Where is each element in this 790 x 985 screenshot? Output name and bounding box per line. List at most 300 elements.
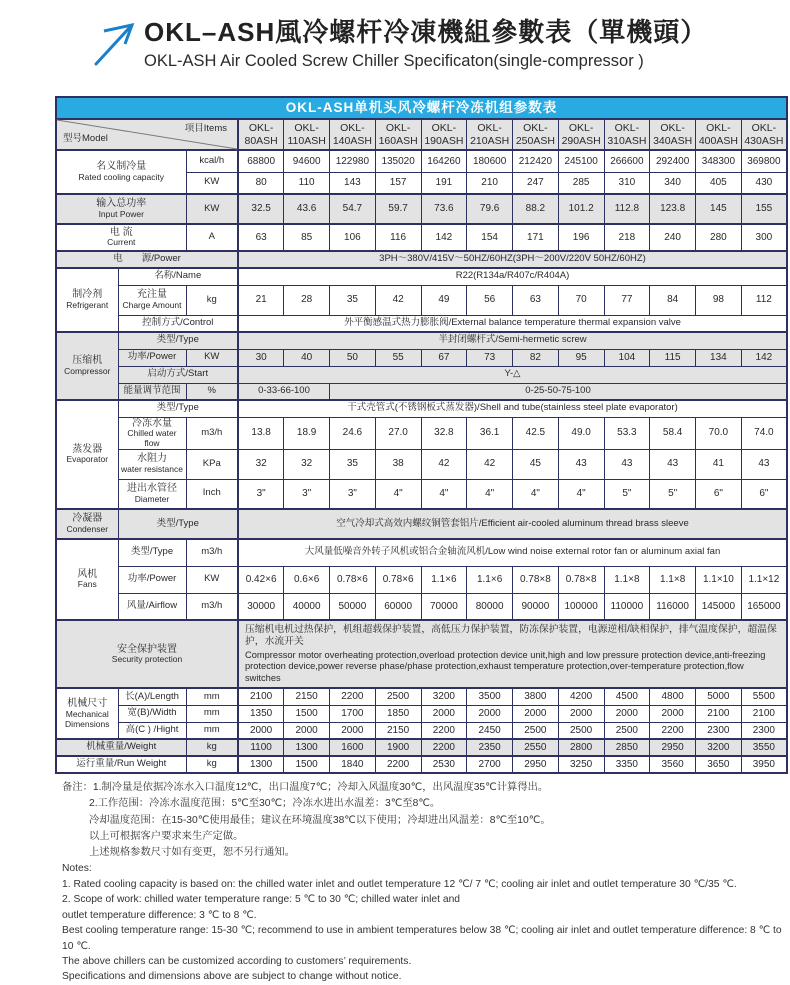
- water-resistance-label-zh: 水阻力: [137, 453, 167, 465]
- chilled-flow-cell: 24.6: [330, 417, 376, 449]
- rated-kcal-cell: 122980: [330, 150, 376, 172]
- fans-group-en: Fans: [77, 579, 97, 590]
- airflow-cell: 40000: [284, 593, 330, 620]
- pipe-diameter-cell: 3": [238, 479, 284, 509]
- pipe-diameter-cell: 6": [741, 479, 787, 509]
- chilled-flow-label-zh: 冷冻水量: [132, 417, 172, 429]
- fan-power-cell: 1.1×10: [696, 566, 742, 593]
- water-resistance-cell: 42: [467, 449, 513, 479]
- current-cell: 300: [741, 224, 787, 251]
- rated-label-zh: 名义制冷量: [96, 161, 147, 173]
- height-cell: 2300: [696, 722, 742, 739]
- note-line-zh: 冷却温度范围：在15-30℃使用最佳；建议在环境温度38℃以下使用；冷却进出风温差：8℃至10℃。: [89, 814, 551, 826]
- run-weight-cell: 3950: [741, 756, 787, 773]
- charge-amount-cell: 21: [238, 285, 284, 315]
- compressor-power-cell: 95: [558, 349, 604, 366]
- model-header-cell: OKL- 140ASH: [330, 119, 376, 150]
- model-header-cell: OKL- 80ASH: [238, 119, 284, 150]
- length-cell: 2100: [238, 688, 284, 705]
- rated-kcal-cell: 180600: [467, 150, 513, 172]
- condenser-group-cell: [56, 509, 118, 539]
- length-cell: 2200: [330, 688, 376, 705]
- water-resistance-cell: 41: [696, 449, 742, 479]
- airflow-cell: 90000: [513, 593, 559, 620]
- pipe-diameter-cell: 4": [467, 479, 513, 509]
- current-cell: 85: [284, 224, 330, 251]
- charge-amount-cell: 112: [741, 285, 787, 315]
- width-cell: 2100: [696, 705, 742, 722]
- fan-power-cell: 1.1×8: [650, 566, 696, 593]
- rated-kcal-cell: 68800: [238, 150, 284, 172]
- fans-group-cell: [56, 539, 118, 620]
- compressor-power-cell: 73: [467, 349, 513, 366]
- notes-en-title: Notes:: [62, 863, 92, 875]
- airflow-unit: m3/h: [186, 593, 238, 620]
- security-text-cell: [238, 620, 787, 688]
- compressor-type-value: 半封闭螺杆式/Semi-hermetic screw: [238, 332, 787, 349]
- dimensions-group-en2: Dimensions: [65, 718, 110, 729]
- current-label-cell: [56, 224, 186, 251]
- current-label-zh: 电 流: [109, 226, 133, 238]
- airflow-cell: 116000: [650, 593, 696, 620]
- compressor-type-label: 类型/Type: [118, 332, 238, 349]
- length-cell: 4200: [558, 688, 604, 705]
- pipe-diameter-cell: 5": [604, 479, 650, 509]
- charge-amount-cell: 42: [375, 285, 421, 315]
- weight-cell: 2850: [604, 739, 650, 756]
- rated-kcal-cell: 348300: [696, 150, 742, 172]
- width-row: [56, 705, 787, 722]
- airflow-label: 风量/Airflow: [118, 593, 186, 620]
- power-supply-row: [56, 251, 787, 268]
- height-unit: mm: [186, 722, 238, 739]
- condenser-group-zh: 冷凝器: [72, 513, 103, 525]
- evaporator-group-en: Evaporator: [66, 454, 109, 465]
- height-cell: 2000: [284, 722, 330, 739]
- input-power-cell: 155: [741, 194, 787, 224]
- rated-kcal-cell: 369800: [741, 150, 787, 172]
- height-cell: 2500: [558, 722, 604, 739]
- compressor-power-cell: 142: [741, 349, 787, 366]
- fans-group-zh: 风机: [77, 568, 98, 580]
- width-cell: 2000: [467, 705, 513, 722]
- charge-amount-cell: 84: [650, 285, 696, 315]
- refrigerant-name-value: R22(R134a/R407c/R404A): [238, 268, 787, 285]
- compressor-power-label: 功率/Power: [118, 349, 186, 366]
- security-label-en: Security protection: [111, 654, 183, 665]
- current-cell: 63: [238, 224, 284, 251]
- chilled-flow-unit: m3/h: [186, 417, 238, 449]
- start-mode-label: 启动方式/Start: [118, 366, 238, 383]
- weight-cell: 2950: [650, 739, 696, 756]
- rated-kcal-cell: 135020: [375, 150, 421, 172]
- weight-cell: 1600: [330, 739, 376, 756]
- pipe-diameter-label-en: Diameter: [134, 493, 170, 504]
- pipe-diameter-cell: 4": [375, 479, 421, 509]
- charge-amount-cell: 56: [467, 285, 513, 315]
- control-row: [56, 315, 787, 332]
- dimensions-group-cell: [56, 688, 118, 739]
- height-row: [56, 722, 787, 739]
- length-cell: 3500: [467, 688, 513, 705]
- compressor-power-cell: 67: [421, 349, 467, 366]
- compressor-power-cell: 115: [650, 349, 696, 366]
- run-weight-cell: 3250: [558, 756, 604, 773]
- chilled-flow-cell: 27.0: [375, 417, 421, 449]
- refrigerant-name-row: [56, 268, 787, 285]
- chilled-flow-row: [56, 417, 787, 449]
- current-cell: 116: [375, 224, 421, 251]
- length-cell: 2150: [284, 688, 330, 705]
- energy-range-value-b: 0-25-50-75-100: [330, 383, 788, 400]
- rated-kcal-cell: 266600: [604, 150, 650, 172]
- input-power-cell: 32.5: [238, 194, 284, 224]
- charge-amount-row: [56, 285, 787, 315]
- compressor-power-cell: 55: [375, 349, 421, 366]
- banner-row: [56, 97, 787, 119]
- height-cell: 2450: [467, 722, 513, 739]
- chilled-flow-cell: 49.0: [558, 417, 604, 449]
- height-cell: 2000: [238, 722, 284, 739]
- run-weight-cell: 1300: [238, 756, 284, 773]
- weight-cell: 1900: [375, 739, 421, 756]
- model-header-cell: OKL- 190ASH: [421, 119, 467, 150]
- model-header-cell: OKL- 290ASH: [558, 119, 604, 150]
- chilled-flow-cell: 13.8: [238, 417, 284, 449]
- compressor-power-cell: 30: [238, 349, 284, 366]
- title-block: [144, 12, 707, 71]
- pipe-diameter-cell: 3": [284, 479, 330, 509]
- pipe-diameter-label-zh: 进出水管径: [127, 483, 177, 495]
- rated-kcal-unit: kcal/h: [186, 150, 238, 172]
- refrigerant-name-label: 名称/Name: [118, 268, 238, 285]
- rated-kw-cell: 110: [284, 172, 330, 194]
- input-power-cell: 73.6: [421, 194, 467, 224]
- rated-kcal-cell: 292400: [650, 150, 696, 172]
- height-cell: 2000: [330, 722, 376, 739]
- run-weight-row: [56, 756, 787, 773]
- run-weight-cell: 3350: [604, 756, 650, 773]
- input-power-label-cell: [56, 194, 186, 224]
- run-weight-cell: 2530: [421, 756, 467, 773]
- dimensions-group-zh: 机械尺寸: [67, 698, 108, 710]
- width-cell: 1850: [375, 705, 421, 722]
- fan-power-row: [56, 566, 787, 593]
- charge-amount-cell: 35: [330, 285, 376, 315]
- airflow-cell: 100000: [558, 593, 604, 620]
- water-resistance-cell: 45: [513, 449, 559, 479]
- note-line-en: 1. Rated cooling capacity is based on: the chilled water inlet and outlet temperature 12 ℃/ 7 ℃; cooling air inlet and outlet temperature 30 ℃/35 ℃.: [62, 878, 737, 890]
- length-cell: 4800: [650, 688, 696, 705]
- pipe-diameter-cell: 3": [330, 479, 376, 509]
- fan-power-cell: 0.78×8: [513, 566, 559, 593]
- run-weight-cell: 3650: [696, 756, 742, 773]
- note-line-zh: 2.工作范围：冷冻水温度范围：5℃至30℃；冷冻水进出水温差：3℃至8℃。: [89, 798, 441, 810]
- height-label: 高(C ) /Hight: [118, 722, 186, 739]
- brand-arrow-icon: [92, 18, 136, 66]
- charge-amount-cell: 28: [284, 285, 330, 315]
- rated-kw-cell: 285: [558, 172, 604, 194]
- notes-zh: [62, 780, 784, 861]
- control-value: 外平衡感温式热力膨胀阀/External balance temperature thermal expansion valve: [238, 315, 787, 332]
- weight-cell: 2800: [558, 739, 604, 756]
- rated-kcal-cell: 164260: [421, 150, 467, 172]
- run-weight-cell: 2700: [467, 756, 513, 773]
- evaporator-type-value: 干式壳管式(不锈钢板式蒸发器)/Shell and tube(stainless steel plate evaporator): [238, 400, 787, 417]
- width-unit: mm: [186, 705, 238, 722]
- width-cell: 2000: [421, 705, 467, 722]
- rated-kw-cell: 430: [741, 172, 787, 194]
- water-resistance-cell: 35: [330, 449, 376, 479]
- condenser-type-value: 空气冷却式高效内螺纹铜管套铝片/Efficient air-cooled aluminum thread brass sleeve: [238, 509, 787, 539]
- energy-range-label: 能量调节范围: [118, 383, 186, 400]
- corner-cell: [56, 119, 238, 150]
- corner-items-label: 项目Items: [184, 123, 227, 134]
- fan-type-value: 大风量低噪音外转子风机或铝合金轴流风机/Low wind noise external rotor fan or aluminum axial fan: [238, 539, 787, 566]
- height-cell: 2300: [741, 722, 787, 739]
- compressor-power-unit: KW: [186, 349, 238, 366]
- input-power-cell: 54.7: [330, 194, 376, 224]
- note-line-en: Best cooling temperature range: 15-30 ℃; recommend to use in ambient temperatures below 38 ℃; cooling air inlet and outlet temperature difference: 8 ℃ to 10 ℃.: [62, 925, 782, 952]
- fan-power-cell: 1.1×6: [467, 566, 513, 593]
- chilled-flow-cell: 18.9: [284, 417, 330, 449]
- dimensions-group-en1: Mechanical: [65, 708, 109, 719]
- security-row: [56, 620, 787, 688]
- input-power-cell: 59.7: [375, 194, 421, 224]
- chilled-flow-cell: 36.1: [467, 417, 513, 449]
- note-line-en: 2. Scope of work: chilled water temperature range: 5 ℃ to 30 ℃; chilled water inlet and: [62, 894, 461, 906]
- width-cell: 2000: [604, 705, 650, 722]
- note-line-zh: 备注：1.制冷量是依据冷冻水入口温度12℃，出口温度7℃；冷却入风温度30℃，出风温度35℃计算得出。: [62, 782, 549, 793]
- water-resistance-label-en: water resistance: [121, 463, 183, 474]
- rated-kw-cell: 340: [650, 172, 696, 194]
- input-power-cell: 112.8: [604, 194, 650, 224]
- length-cell: 3800: [513, 688, 559, 705]
- note-line-zh: 以上可根据客户要求来生产定做。: [89, 830, 244, 842]
- weight-cell: 2550: [513, 739, 559, 756]
- pipe-diameter-cell: 4": [421, 479, 467, 509]
- run-weight-unit: kg: [186, 756, 238, 773]
- run-weight-cell: 1500: [284, 756, 330, 773]
- weight-cell: 3200: [696, 739, 742, 756]
- weight-cell: 1300: [284, 739, 330, 756]
- water-resistance-cell: 43: [650, 449, 696, 479]
- pipe-diameter-cell: 4": [513, 479, 559, 509]
- chilled-flow-cell: 70.0: [696, 417, 742, 449]
- water-resistance-row: [56, 449, 787, 479]
- chilled-flow-label-cell: [118, 417, 186, 449]
- water-resistance-cell: 32: [284, 449, 330, 479]
- chilled-flow-label-en: Chilled water flow: [127, 428, 177, 448]
- corner-model-label: 型号Model: [63, 133, 108, 145]
- rated-label-cell: [56, 150, 186, 194]
- weight-row: [56, 739, 787, 756]
- refrigerant-group-cell: [56, 268, 118, 332]
- input-power-label-en: Input Power: [98, 208, 144, 219]
- airflow-cell: 145000: [696, 593, 742, 620]
- height-cell: 2500: [513, 722, 559, 739]
- fan-power-cell: 0.78×6: [330, 566, 376, 593]
- width-cell: 2000: [558, 705, 604, 722]
- charge-label-en: Charge Amount: [122, 299, 182, 310]
- condenser-type-row: [56, 509, 787, 539]
- airflow-cell: 60000: [375, 593, 421, 620]
- rated-kw-unit: KW: [186, 172, 238, 194]
- table-banner: OKL-ASH单机头风冷螺杆冷冻机组参数表: [56, 97, 787, 119]
- compressor-group-en: Compressor: [64, 365, 111, 376]
- length-unit: mm: [186, 688, 238, 705]
- pipe-diameter-unit: Inch: [186, 479, 238, 509]
- fan-power-cell: 1.1×12: [741, 566, 787, 593]
- current-cell: 171: [513, 224, 559, 251]
- current-unit: A: [186, 224, 238, 251]
- width-cell: 2000: [513, 705, 559, 722]
- compressor-power-cell: 82: [513, 349, 559, 366]
- condenser-group-en: Condenser: [66, 523, 109, 534]
- rated-kw-cell: 310: [604, 172, 650, 194]
- fan-type-row: [56, 539, 787, 566]
- length-cell: 3200: [421, 688, 467, 705]
- weight-unit: kg: [186, 739, 238, 756]
- energy-range-value-a: 0-33-66-100: [238, 383, 330, 400]
- current-row: [56, 224, 787, 251]
- airflow-cell: 165000: [741, 593, 787, 620]
- input-power-label-zh: 输入总功率: [96, 198, 147, 210]
- run-weight-cell: 1840: [330, 756, 376, 773]
- length-label: 长(A)/Length: [118, 688, 186, 705]
- model-header-cell: OKL- 110ASH: [284, 119, 330, 150]
- page-title-en: OKL-ASH Air Cooled Screw Chiller Specificaton(single-compressor ): [144, 52, 644, 70]
- input-power-cell: 43.6: [284, 194, 330, 224]
- rated-kw-cell: 405: [696, 172, 742, 194]
- chilled-flow-cell: 32.8: [421, 417, 467, 449]
- input-power-unit: KW: [186, 194, 238, 224]
- notes-section: [62, 780, 784, 985]
- input-power-row: [56, 194, 787, 224]
- length-cell: 2500: [375, 688, 421, 705]
- current-cell: 106: [330, 224, 376, 251]
- charge-amount-cell: 63: [513, 285, 559, 315]
- note-line-en: The above chillers can be customized according to customers’ requirements.: [62, 955, 412, 967]
- model-header-cell: OKL- 340ASH: [650, 119, 696, 150]
- charge-amount-cell: 49: [421, 285, 467, 315]
- note-line-en: Specifications and dimensions above are subject to change without notice.: [62, 971, 402, 983]
- rated-kw-cell: 80: [238, 172, 284, 194]
- fan-power-cell: 0.42×6: [238, 566, 284, 593]
- length-row: [56, 688, 787, 705]
- width-cell: 2000: [650, 705, 696, 722]
- power-supply-value: 3PH～380V/415V～50HZ/60HZ(3PH～200V/220V 50HZ/60HZ): [238, 251, 787, 268]
- current-label-en: Current: [107, 237, 136, 248]
- length-cell: 4500: [604, 688, 650, 705]
- length-cell: 5500: [741, 688, 787, 705]
- security-text-zh: 压缩机电机过热保护，机组超载保护装置，高低压力保护装置，防冻保护装置，电源逆相/缺相保护，排气温度保护，超温保护，水流开关: [245, 624, 777, 648]
- fan-power-unit: KW: [186, 566, 238, 593]
- water-resistance-cell: 32: [238, 449, 284, 479]
- water-resistance-cell: 43: [558, 449, 604, 479]
- current-cell: 196: [558, 224, 604, 251]
- compressor-power-row: [56, 349, 787, 366]
- document-header: [92, 12, 707, 71]
- model-header-row: [56, 119, 787, 150]
- compressor-power-cell: 50: [330, 349, 376, 366]
- compressor-group-cell: [56, 332, 118, 400]
- rated-kcal-cell: 245100: [558, 150, 604, 172]
- fan-power-cell: 1.1×8: [604, 566, 650, 593]
- evaporator-type-label: 类型/Type: [118, 400, 238, 417]
- refrigerant-group-en: Refrigerant: [66, 299, 109, 310]
- charge-label-cell: [118, 285, 186, 315]
- pipe-diameter-cell: 6": [696, 479, 742, 509]
- fan-power-label: 功率/Power: [118, 566, 186, 593]
- weight-cell: 3550: [741, 739, 787, 756]
- input-power-cell: 88.2: [513, 194, 559, 224]
- security-label-zh: 安全保护装置: [117, 643, 177, 655]
- length-cell: 5000: [696, 688, 742, 705]
- water-resistance-cell: 43: [604, 449, 650, 479]
- rated-kcal-cell: 212420: [513, 150, 559, 172]
- airflow-row: [56, 593, 787, 620]
- airflow-cell: 80000: [467, 593, 513, 620]
- rated-kw-cell: 157: [375, 172, 421, 194]
- width-cell: 2100: [741, 705, 787, 722]
- chilled-flow-cell: 42.5: [513, 417, 559, 449]
- notes-en: [62, 877, 784, 985]
- compressor-power-cell: 40: [284, 349, 330, 366]
- energy-range-row: [56, 383, 787, 400]
- water-resistance-cell: 38: [375, 449, 421, 479]
- power-supply-label: 电 源/Power: [56, 251, 238, 268]
- pipe-diameter-row: [56, 479, 787, 509]
- rated-kw-cell: 210: [467, 172, 513, 194]
- height-cell: 2200: [421, 722, 467, 739]
- evaporator-group-zh: 蒸发器: [72, 443, 103, 455]
- airflow-cell: 50000: [330, 593, 376, 620]
- input-power-cell: 79.6: [467, 194, 513, 224]
- compressor-power-cell: 104: [604, 349, 650, 366]
- fan-power-cell: 1.1×6: [421, 566, 467, 593]
- security-label-cell: [56, 620, 238, 688]
- compressor-power-cell: 134: [696, 349, 742, 366]
- model-header-cell: OKL- 310ASH: [604, 119, 650, 150]
- charge-amount-cell: 70: [558, 285, 604, 315]
- water-resistance-cell: 42: [421, 449, 467, 479]
- run-weight-label: 运行重量/Run Weight: [56, 756, 186, 773]
- fan-power-cell: 0.78×6: [375, 566, 421, 593]
- evaporator-type-row: [56, 400, 787, 417]
- input-power-cell: 145: [696, 194, 742, 224]
- rated-label-en: Rated cooling capacity: [78, 171, 165, 182]
- model-header-cell: OKL- 400ASH: [696, 119, 742, 150]
- current-cell: 218: [604, 224, 650, 251]
- compressor-type-row: [56, 332, 787, 349]
- pipe-diameter-cell: 4": [558, 479, 604, 509]
- refrigerant-group-zh: 制冷剂: [72, 289, 103, 301]
- input-power-cell: 123.8: [650, 194, 696, 224]
- model-header-cell: OKL- 160ASH: [375, 119, 421, 150]
- current-cell: 280: [696, 224, 742, 251]
- width-cell: 1700: [330, 705, 376, 722]
- airflow-cell: 110000: [604, 593, 650, 620]
- height-cell: 2150: [375, 722, 421, 739]
- width-cell: 1350: [238, 705, 284, 722]
- fan-power-cell: 0.78×8: [558, 566, 604, 593]
- compressor-group-zh: 压缩机: [72, 355, 103, 367]
- energy-range-unit: %: [186, 383, 238, 400]
- weight-cell: 2350: [467, 739, 513, 756]
- model-header-cell: OKL- 430ASH: [741, 119, 787, 150]
- chilled-flow-cell: 74.0: [741, 417, 787, 449]
